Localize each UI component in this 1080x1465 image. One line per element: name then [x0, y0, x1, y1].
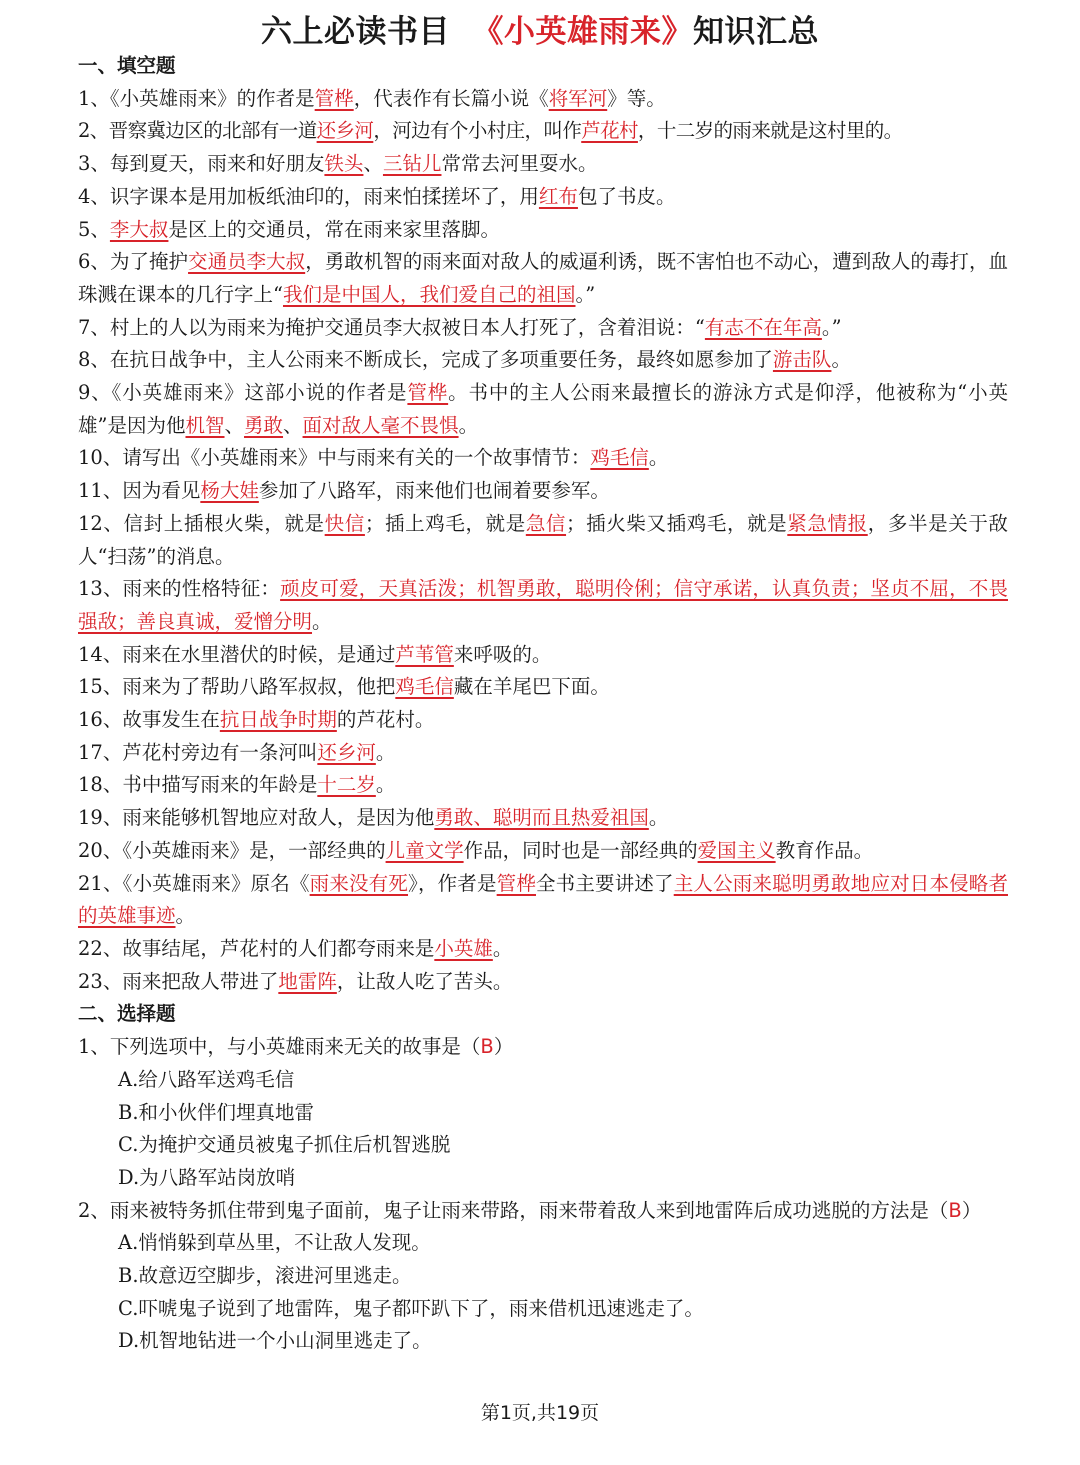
answer: 勇敢、聪明而且热爱祖国	[434, 806, 649, 830]
mc-option: C.吓唬鬼子说到了地雷阵，鬼子都吓趴下了，雨来借机迅速逃走了。	[118, 1296, 704, 1320]
mc-option: B.故意迈空脚步，滚进河里逃走。	[118, 1264, 412, 1288]
question-20: 20、《小英雄雨来》是，一部经典的儿童文学作品，同时也是一部经典的爱国主义教育作品。	[78, 838, 874, 862]
mc-option: B.和小伙伴们埋真地雷	[118, 1100, 315, 1124]
answer: 儿童文学	[385, 838, 464, 862]
answer: 快信	[324, 511, 365, 535]
question-3: 3、每到夏天，雨来和好朋友铁头、三钻儿常常去河里耍水。	[78, 152, 598, 176]
mc-option: D.机智地钻进一个小山洞里逃走了。	[118, 1329, 432, 1353]
answer: 小英雄	[434, 936, 493, 960]
answer: 还乡河	[316, 119, 374, 143]
question-5: 5、李大叔是区上的交通员，常在雨来家里落脚。	[78, 217, 500, 241]
question-13: 13、雨来的性格特征：顽皮可爱，天真活泼；机智勇敢，聪明伶俐；信守承诺，认真负责；坚贞不屈，不畏强敌；善良真诚，爱憎分明。	[78, 577, 1008, 633]
title-part1: 六上必读书目	[260, 14, 450, 50]
answer: 主人公雨来聪明勇敢地应对日本侵略者的英雄事迹	[78, 871, 1008, 928]
answer: 交通员李大叔	[188, 250, 306, 274]
answer: 红布	[538, 184, 578, 208]
mc-option: A.悄悄躲到草丛里，不让敌人发现。	[118, 1231, 431, 1255]
answer: 地雷阵	[278, 969, 337, 993]
mc-answer: B	[480, 1035, 494, 1059]
question-8: 8、在抗日战争中，主人公雨来不断成长，完成了多项重要任务，最终如愿参加了游击队。	[78, 348, 851, 372]
answer: 顽皮可爱，天真活泼；机智勇敢，聪明伶俐；信守承诺，认真负责；坚贞不屈，不畏强敌；善良真诚，爱憎分明	[78, 577, 1008, 633]
mc-question-2: 2、雨来被特务抓住带到鬼子面前，鬼子让雨来带路，雨来带着敌人来到地雷阵后成功逃脱的方法是（B）	[78, 1198, 982, 1222]
answer: 爱国主义	[697, 838, 776, 862]
answer: 抗日战争时期	[219, 708, 337, 732]
mc-option: D.为八路军站岗放哨	[118, 1165, 296, 1189]
answer: 雨来没有死	[309, 871, 409, 895]
question-14: 14、雨来在水里潜伏的时候，是通过芦苇管来呼吸的。	[78, 642, 552, 666]
answer: 机智	[185, 413, 225, 437]
question-7: 7、村上的人以为雨来为掩护交通员李大叔被日本人打死了，含着泪说：“有志不在年高。”	[78, 315, 842, 339]
question-15: 15、雨来为了帮助八路军叔叔，他把鸡毛信藏在羊尾巴下面。	[78, 675, 610, 699]
mc-answer: B	[948, 1198, 962, 1222]
section-heading-multiple-choice: 二、选择题	[78, 1002, 176, 1026]
question-1: 1、《小英雄雨来》的作者是管桦，代表作有长篇小说《将军河》等。	[78, 86, 666, 110]
question-16: 16、故事发生在抗日战争时期的芦花村。	[78, 708, 435, 732]
question-23: 23、雨来把敌人带进了地雷阵，让敌人吃了苦头。	[78, 969, 513, 993]
answer: 铁头	[324, 152, 364, 176]
mc-question-1: 1、下列选项中，与小英雄雨来无关的故事是（B）	[78, 1035, 514, 1059]
page-number: 第1页,共19页	[480, 1402, 600, 1424]
answer: 鸡毛信	[395, 675, 454, 699]
mc-option: A.给八路军送鸡毛信	[118, 1067, 295, 1091]
answer: 我们是中国人，我们爱自己的祖国	[282, 282, 576, 306]
section-heading-fill-blank: 一、填空题	[78, 54, 176, 77]
answer: 将军河	[548, 86, 608, 110]
question-10: 10、请写出《小英雄雨来》中与雨来有关的一个故事情节：鸡毛信。	[78, 446, 669, 470]
answer: 三钻儿	[382, 152, 442, 176]
answer: 游击队	[772, 348, 832, 372]
question-9: 9、《小英雄雨来》这部小说的作者是管桦。书中的主人公雨来最擅长的游泳方式是仰浮，他被称为“小英雄”是因为他机智、勇敢、面对敌人毫不畏惧。	[78, 381, 1008, 437]
answer: 还乡河	[317, 740, 376, 764]
question-12: 12、信封上插根火柴，就是快信；插上鸡毛，就是急信；插火柴又插鸡毛，就是紧急情报，多半是关于敌人“扫荡”的消息。	[78, 511, 1008, 568]
answer: 芦花村	[581, 119, 638, 143]
answer: 鸡毛信	[590, 446, 649, 470]
mc-option: C.为掩护交通员被鬼子抓住后机智逃脱	[118, 1133, 451, 1157]
document-body	[78, 50, 1008, 1358]
title-part3: 知识汇总	[693, 14, 820, 50]
answer: 管桦	[496, 871, 536, 895]
question-21: 21、《小英雄雨来》原名《雨来没有死》，作者是管桦全书主要讲述了主人公雨来聪明勇敢地应对日本侵略者的英雄事迹。	[78, 871, 1008, 928]
question-19: 19、雨来能够机智地应对敌人，是因为他勇敢、聪明而且热爱祖国。	[78, 806, 669, 830]
answer: 紧急情报	[787, 511, 868, 535]
answer: 十二岁	[317, 773, 376, 797]
question-11: 11、因为看见杨大娃参加了八路军，雨来他们也闹着要参军。	[78, 479, 610, 503]
question-18: 18、书中描写雨来的年龄是十二岁。	[78, 773, 396, 797]
question-2: 2、晋察冀边区的北部有一道还乡河，河边有个小村庄，叫作芦花村，十二岁的雨来就是这村里的。	[78, 119, 903, 143]
answer: 勇敢	[244, 413, 284, 437]
page-title	[0, 10, 1080, 54]
answer: 管桦	[407, 381, 449, 405]
question-22: 22、故事结尾，芦花村的人们都夸雨来是小英雄。	[78, 936, 513, 960]
question-4: 4、识字课本是用加板纸油印的，雨来怕揉搓坏了，用红布包了书皮。	[78, 184, 676, 208]
question-6: 6、为了掩护交通员李大叔，勇敢机智的雨来面对敌人的威逼利诱，既不害怕也不动心，遭到敌人的毒打，血珠溅在课本的几行字上“我们是中国人，我们爱自己的祖国。”	[78, 250, 1008, 306]
answer: 管桦	[314, 86, 354, 110]
answer: 李大叔	[109, 217, 169, 241]
question-17: 17、芦花村旁边有一条河叫还乡河。	[78, 740, 396, 764]
answer: 有志不在年高	[704, 315, 822, 339]
answer: 杨大娃	[200, 479, 259, 503]
answer: 芦苇管	[395, 642, 454, 666]
answer: 急信	[525, 511, 567, 535]
title-book-name: 《小英雄雨来》	[472, 14, 694, 50]
answer: 面对敌人毫不畏惧	[302, 413, 459, 437]
